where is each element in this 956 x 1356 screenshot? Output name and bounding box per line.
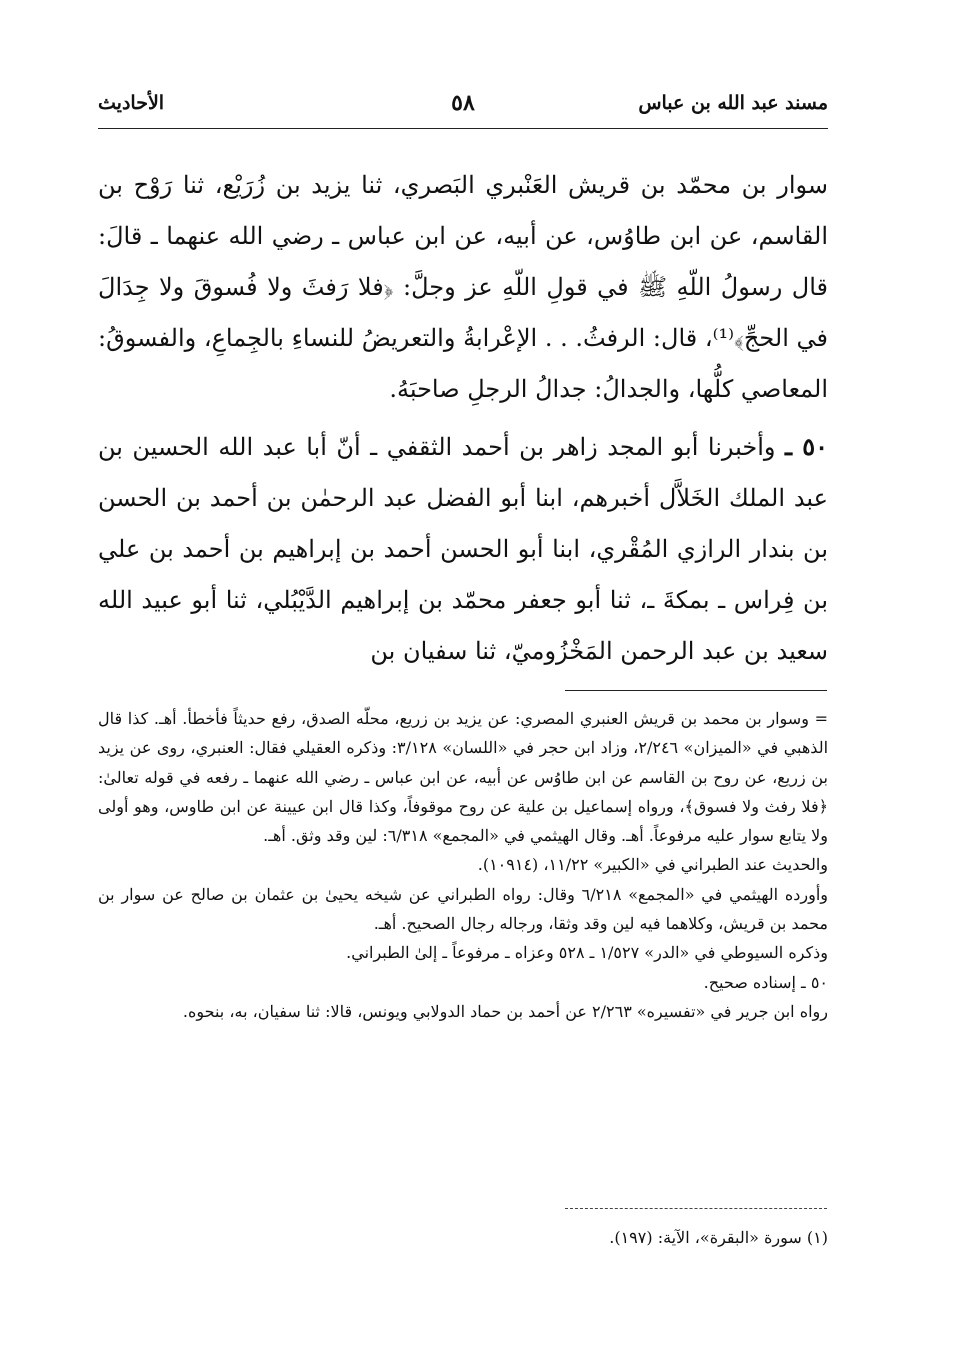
footnote-line: رواه ابن جرير في «تفسيره» ٢/٢٦٣ عن أحمد بن حماد الدولابي ويونس، قالا: ثنا سفيان، به، بنحوه. (182, 1001, 828, 1021)
footnote-line: وذكره السيوطي في «الدر» ١/٥٢٧ ـ ٥٢٨ وعزاه ـ مرفوعاً ـ إلىٰ الطبراني. (346, 943, 828, 963)
footnote-line: = وسوار بن محمد بن قريش العنبري المصري: عن يزيد بن زريع، محلّه الصدق، رفع حديثاً فأخطأ. أهـ. كذا قال الذهبي في «الميزان» ٢/٢٤٦، وزاد ابن حجر في «اللسان» ٣/١٢٨: وذكره العقيلي فقال: العنبري، روى عن يزيد بن زريع، عن روح بن القاسم عن ابن طاوُس عن أبيه، عن ابن عباس ـ رضي الله عنهما ـ رفعه في قوله تعالىٰ: ﴿فلا رفث ولا فسوق﴾، ورواه إسماعيل بن علية عن روح موقوفاً، وكذا قال ابن عيينة عن ابن طاوس، وهو أولى ولا يتابع سوار عليه مرفوعاً. أهـ. وقال الهيثمي في «المجمع» ٦/٣١٨: لين وقد وثق. أهـ. (98, 709, 829, 846)
footnote-line: والحديث عند الطبراني في «الكبير» ١١/٢٢، (١٠٩١٤). (477, 855, 828, 875)
hadith-number: ٥٠ ـ (784, 432, 828, 461)
section-title: الأحاديث (98, 92, 165, 114)
footnotes (98, 704, 828, 1026)
book-title: مسند عبد الله بن عباس (638, 92, 828, 114)
header-rule (98, 128, 828, 129)
hadith-continuation: سوار بن محمّد بن قريش العَنْبري البَصري، ثنا يزيد بن زُرَيْع، ثنا رَوْح بن القاسم، عن ابن طاوُس، عن أبيه، عن ابن عباس ـ رضي الله عنهما ـ قالَ: قال رسولُ اللّهِ ﷺ في قولِ اللّهِ عز وجلَّ: ﴿فلا رَفثَ ولا فُسوقَ ولا جِدَالَ في الحجِّ﴾⁽¹⁾، قال: الرفثُ. . . الإعْرابةُ والتعريضُ للنساءِ بالجِماعِ، والفسوقُ: المعاصي كلُّها، والجدالُ: جدالُ الرجلِ صاحبَهُ. (98, 171, 829, 403)
margin-notes (98, 1224, 828, 1252)
running-header (98, 92, 828, 126)
hadith-text: وأخبرنا أبو المجد زاهر بن أحمد الثقفي ـ أنّ أبا عبد الله الحسين بن عبد الملك الخَلاَّل أخبرهم، ابنا أبو الفضل عبد الرحمٰن بن أحمد بن الحسن بن بندار الرازي المُقْري، ابنا أبو الحسن أحمد بن إبراهيم بن أحمد بن علي بن فِراس ـ بمكةَ ـ، ثنا أبو جعفر محمّد بن إبراهيم الدَّيْبُلي، ثنا أبو عبيد الله سعيد بن عبد الرحمن المَخْزُوميّ، ثنا سفيان بن (98, 433, 828, 665)
margin-note-1: (١) سورة «البقرة»، الآية: (١٩٧). (609, 1228, 828, 1247)
hadith-50 (98, 421, 828, 677)
margin-note-separator (565, 1208, 827, 1209)
page-number: ٥٨ (451, 90, 475, 116)
footnote-separator (565, 690, 827, 691)
footnote-line: ٥٠ ـ إسناده صحيح. (703, 972, 828, 992)
main-text (98, 160, 828, 677)
footnote-line: وأورده الهيثمي في «المجمع» ٦/٢١٨ وقال: رواه الطبراني عن شيخه يحيىٰ بن عثمان بن صالح عن سوار بن محمد بن قريش، وكلاهما فيه لين وقد وثقا، ورجاله رجال الصحيح. أهـ. (98, 884, 828, 934)
